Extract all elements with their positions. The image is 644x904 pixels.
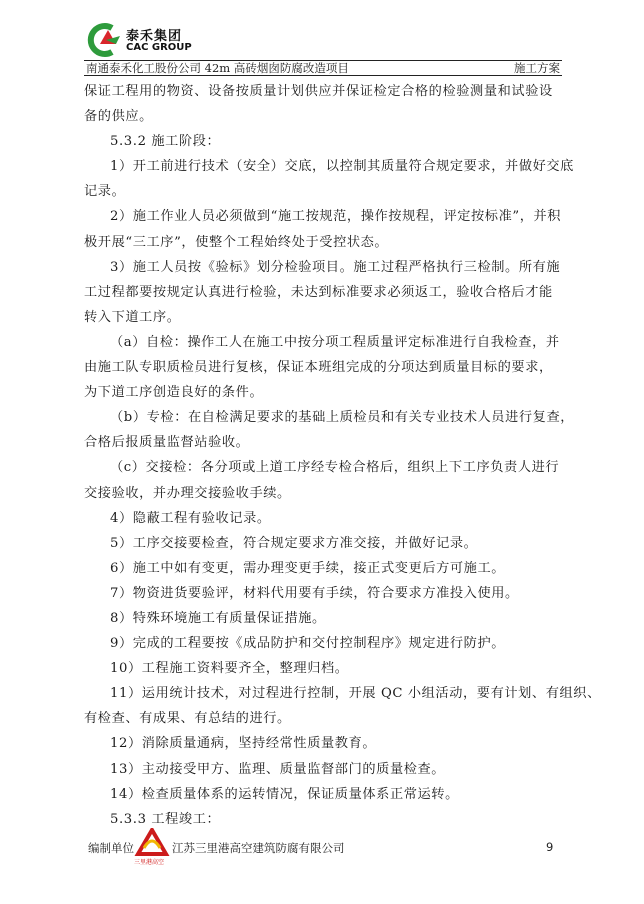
header-project-title: 南通泰禾化工股份公司 42m 高砖烟囱防腐改造项目 xyxy=(86,61,349,75)
body-line: 转入下道工序。 xyxy=(84,309,181,325)
body-line: 2）施工作业人员必须做到“施工按规范，操作按规程，评定按标准”，并积 xyxy=(110,209,562,225)
body-line: 3）施工人员按《验标》划分检验项目。施工过程严格执行三检制。所有施 xyxy=(110,259,561,275)
header-doc-type: 施工方案 xyxy=(514,61,560,75)
page-number: 9 xyxy=(546,840,554,854)
body-line: 由施工队专职质检员进行复核，保证本班组完成的分项达到质量目标的要求， xyxy=(84,360,553,376)
body-line: （c）交接检：各分项或上道工序经专检合格后，组织上下工序负责人进行 xyxy=(110,460,560,476)
body-line: 5）工序交接要检查，符合规定要求方准交接，并做好记录。 xyxy=(110,535,478,551)
body-line: 6）施工中如有变更，需办理变更手续，接正式变更后方可施工。 xyxy=(110,560,506,576)
section-heading: 5.3.3 工程竣工： xyxy=(110,811,221,827)
body-line: 10）工程施工资料要齐全，整理归档。 xyxy=(110,661,349,677)
body-line: （a）自检：操作工人在施工中按分项工程质量评定标准进行自我检查，并 xyxy=(110,334,560,350)
body-line: 4）隐蔽工程有验收记录。 xyxy=(110,510,271,526)
header-bottom-rule xyxy=(84,75,562,76)
logo-chinese-name: 泰禾集团 xyxy=(126,29,183,44)
footer-logo-text: 三里港高空 xyxy=(134,859,165,866)
body-line: 记录。 xyxy=(84,184,126,200)
body-line: （b）专检：在自检满足要求的基础上质检员和有关专业技术人员进行复查， xyxy=(110,410,575,426)
body-line: 交接验收，并办理交接验收手续。 xyxy=(84,485,291,501)
body-line: 7）物资进货要验评，材料代用要有手续，符合要求方准投入使用。 xyxy=(110,585,519,601)
body-line: 有检查、有成果、有总结的进行。 xyxy=(84,711,291,727)
body-line: 11）运用统计技术，对过程进行控制，开展 QC 小组活动，要有计划、有组织、 xyxy=(110,686,601,702)
logo-english-name: CAC GROUP xyxy=(126,42,192,53)
body-line: 保证工程用的物资、设备按质量计划供应并保证检定合格的检验测量和试验设 xyxy=(84,84,553,99)
body-line: 13）主动接受甲方、监理、质量监督部门的质量检查。 xyxy=(110,761,446,777)
body-line: 备的供应。 xyxy=(84,109,153,125)
document-body xyxy=(84,79,601,832)
body-line: 合格后报质量监督站验收。 xyxy=(84,435,250,451)
body-line: 14）检查质量体系的运转情况，保证质量体系正常运转。 xyxy=(110,786,459,802)
body-line: 1）开工前进行技术（安全）交底，以控制其质量符合规定要求，并做好交底 xyxy=(110,159,574,175)
body-line: 9）完成的工程要按《成品防护和交付控制程序》规定进行防护。 xyxy=(110,636,506,652)
section-heading: 5.3.2 施工阶段： xyxy=(110,134,221,150)
footer-company: 江苏三里港高空建筑防腐有限公司 xyxy=(172,841,345,855)
body-line: 12）消除质量通病，坚持经常性质量教育。 xyxy=(110,736,377,752)
body-line: 工过程都要按规定认真进行检验，未达到标准要求必须返工，验收合格后才能 xyxy=(84,284,553,300)
footer-label: 编制单位 xyxy=(88,841,134,855)
body-line: 为下道工序创造良好的条件。 xyxy=(84,385,264,401)
body-line: 极开展“三工序”，使整个工程始终处于受控状态。 xyxy=(84,234,389,250)
body-line: 8）特殊环境施工有质量保证措施。 xyxy=(110,610,326,626)
